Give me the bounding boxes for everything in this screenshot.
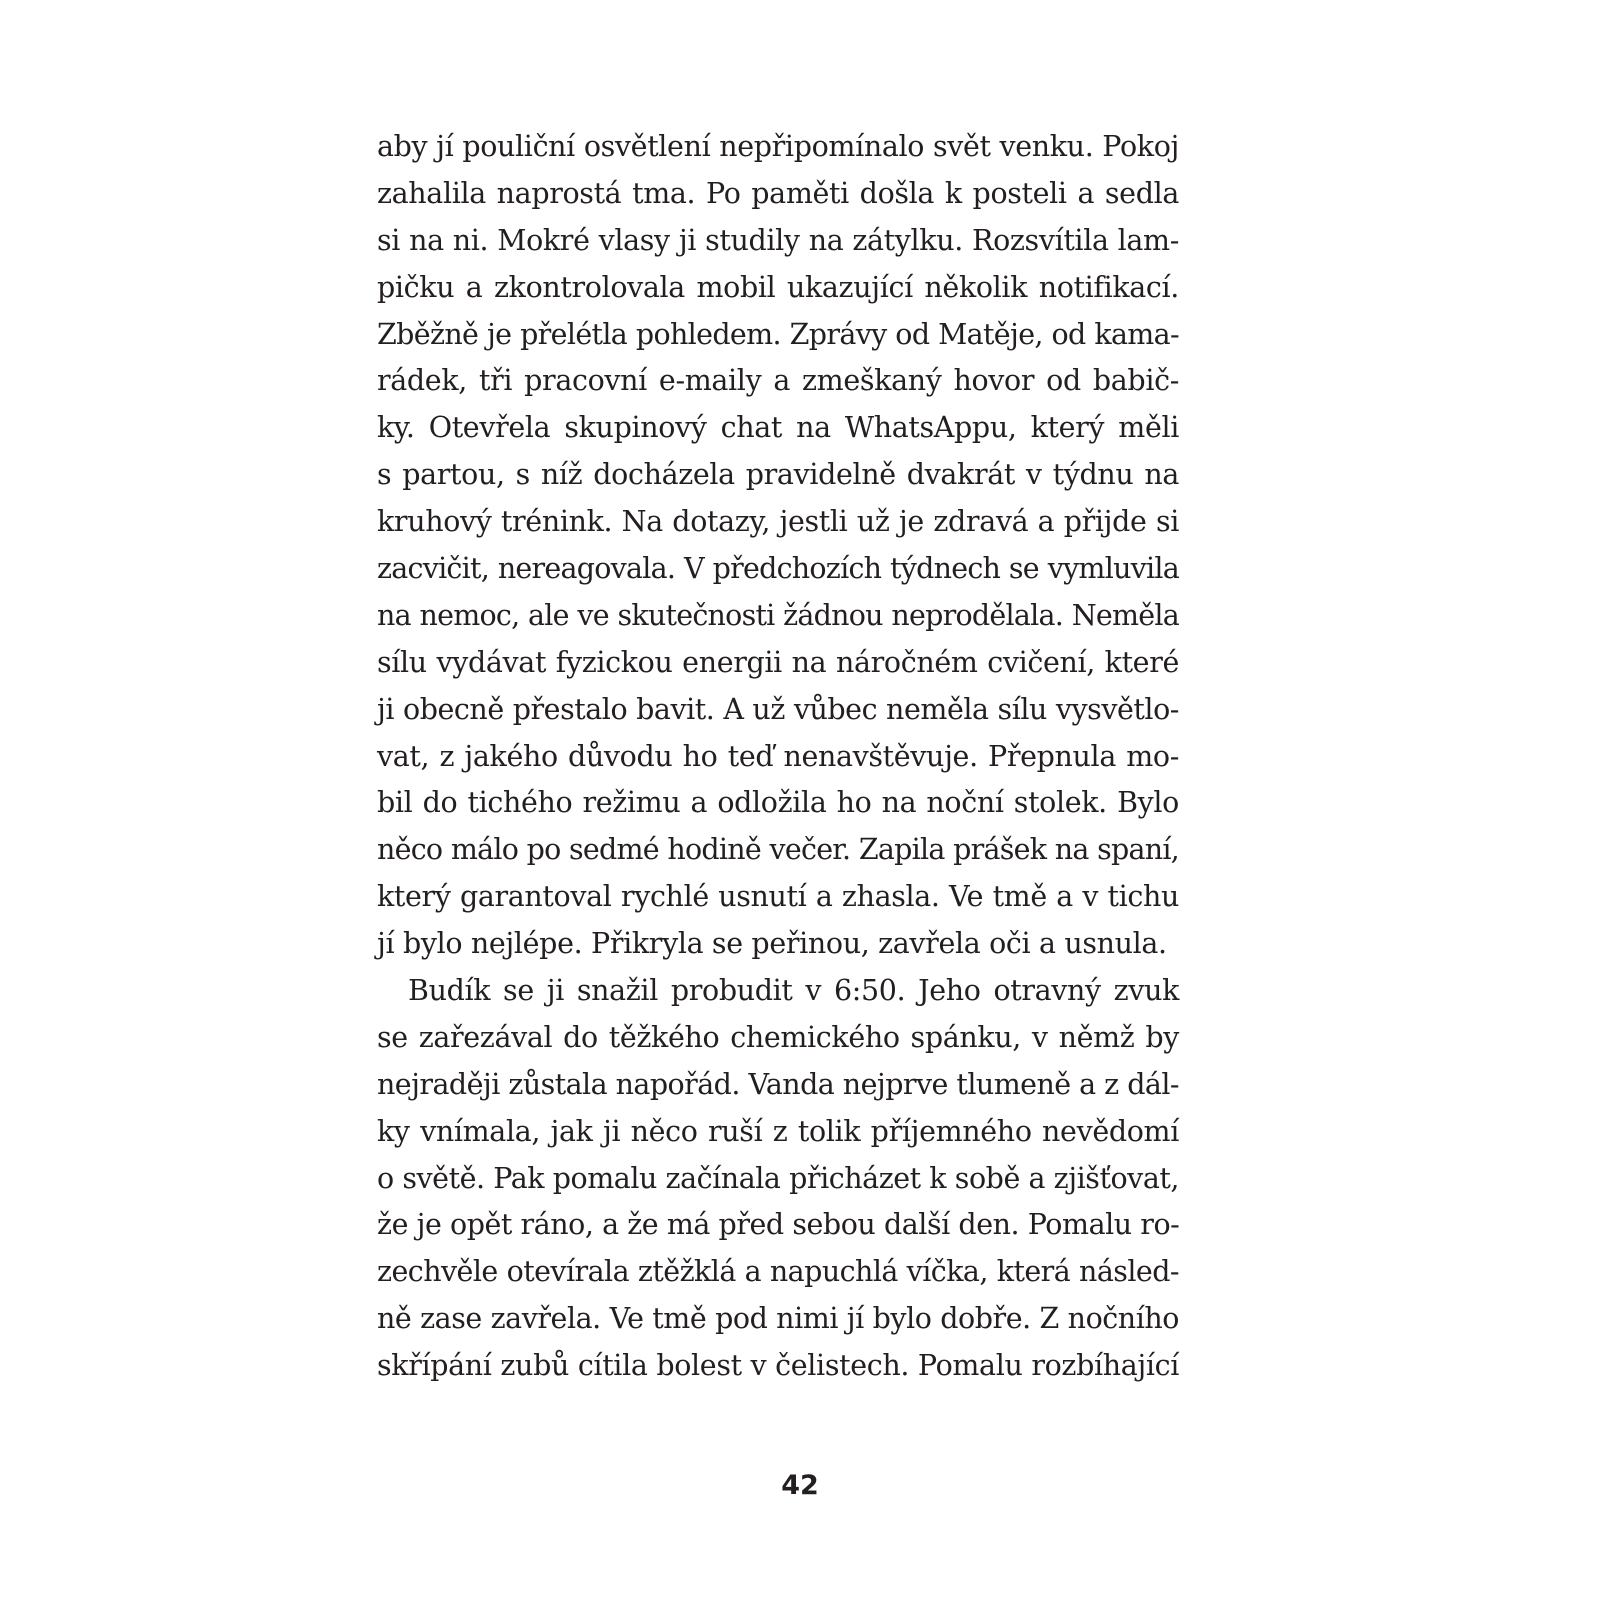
text-line: Budík se ji snažil probudit v 6:50. Jeho otravný zvuk — [408, 974, 1179, 1008]
text-line: na nemoc, ale ve skutečnosti žádnou neprodělala. Neměla — [377, 598, 1179, 632]
text-line: že je opět ráno, a že má před sebou další den. Pomalu ro- — [377, 1208, 1180, 1242]
text-line: zacvičit, nereagovala. V předchozích týdnech se vymluvila — [377, 552, 1179, 586]
paragraph-2 — [377, 968, 1179, 1390]
text-line: ky. Otevřela skupinový chat na WhatsAppu, který měli — [377, 411, 1179, 445]
text-line: ky vnímala, jak ji něco ruší z tolik příjemného nevědomí — [377, 1114, 1179, 1148]
text-line: aby jí pouliční osvětlení nepřipomínalo svět venku. Pokoj — [377, 130, 1179, 163]
text-line: se zařezával do těžkého chemického spánku, v němž by — [377, 1020, 1179, 1054]
text-line: s partou, s níž docházela pravidelně dvakrát v týdnu na — [377, 458, 1179, 492]
body-text — [377, 124, 1179, 1390]
text-line: nejraději zůstala napořád. Vanda nejprve tlumeně a z dál- — [377, 1067, 1179, 1101]
text-line: bil do tichého režimu a odložila ho na noční stolek. Bylo — [377, 786, 1179, 820]
text-line: jí bylo nejlépe. Přikryla se peřinou, zavřela oči a usnula. — [377, 927, 1167, 961]
text-line: zechvěle otevírala ztěžklá a napuchlá víčka, která násled- — [377, 1255, 1179, 1289]
paragraph-1 — [377, 124, 1179, 968]
page-number: 42 — [781, 1470, 819, 1501]
text-line: ji obecně přestalo bavit. A už vůbec neměla sílu vysvětlo- — [377, 692, 1179, 726]
text-line: o světě. Pak pomalu začínala přicházet k sobě a zjišťovat, — [377, 1161, 1179, 1195]
text-line: zahalila naprostá tma. Po paměti došla k posteli a sedla — [377, 176, 1179, 210]
text-line: skřípání zubů cítila bolest v čelistech. Pomalu rozbíhající — [377, 1349, 1179, 1383]
text-line: ně zase zavřela. Ve tmě pod nimi jí bylo dobře. Z nočního — [377, 1302, 1179, 1336]
text-line: si na ni. Mokré vlasy ji studily na zátylku. Rozsvítila lam- — [377, 223, 1179, 257]
text-line: Zběžně je přelétla pohledem. Zprávy od Matěje, od kama- — [377, 317, 1179, 351]
text-line: kruhový trénink. Na dotazy, jestli už je zdravá a přijde si — [377, 505, 1179, 539]
text-line: něco málo po sedmé hodině večer. Zapila prášek na spaní, — [377, 833, 1179, 867]
text-line: který garantoval rychlé usnutí a zhasla. Ve tmě a v tichu — [377, 880, 1179, 914]
text-line: pičku a zkontrolovala mobil ukazující několik notifikací. — [377, 270, 1179, 304]
text-line: sílu vydávat fyzickou energii na náročném cvičení, které — [377, 645, 1179, 679]
text-line: vat, z jakého důvodu ho teď nenavštěvuje. Přepnula mo- — [377, 739, 1179, 773]
text-line: rádek, tři pracovní e-maily a zmeškaný hovor od babič- — [377, 364, 1179, 398]
